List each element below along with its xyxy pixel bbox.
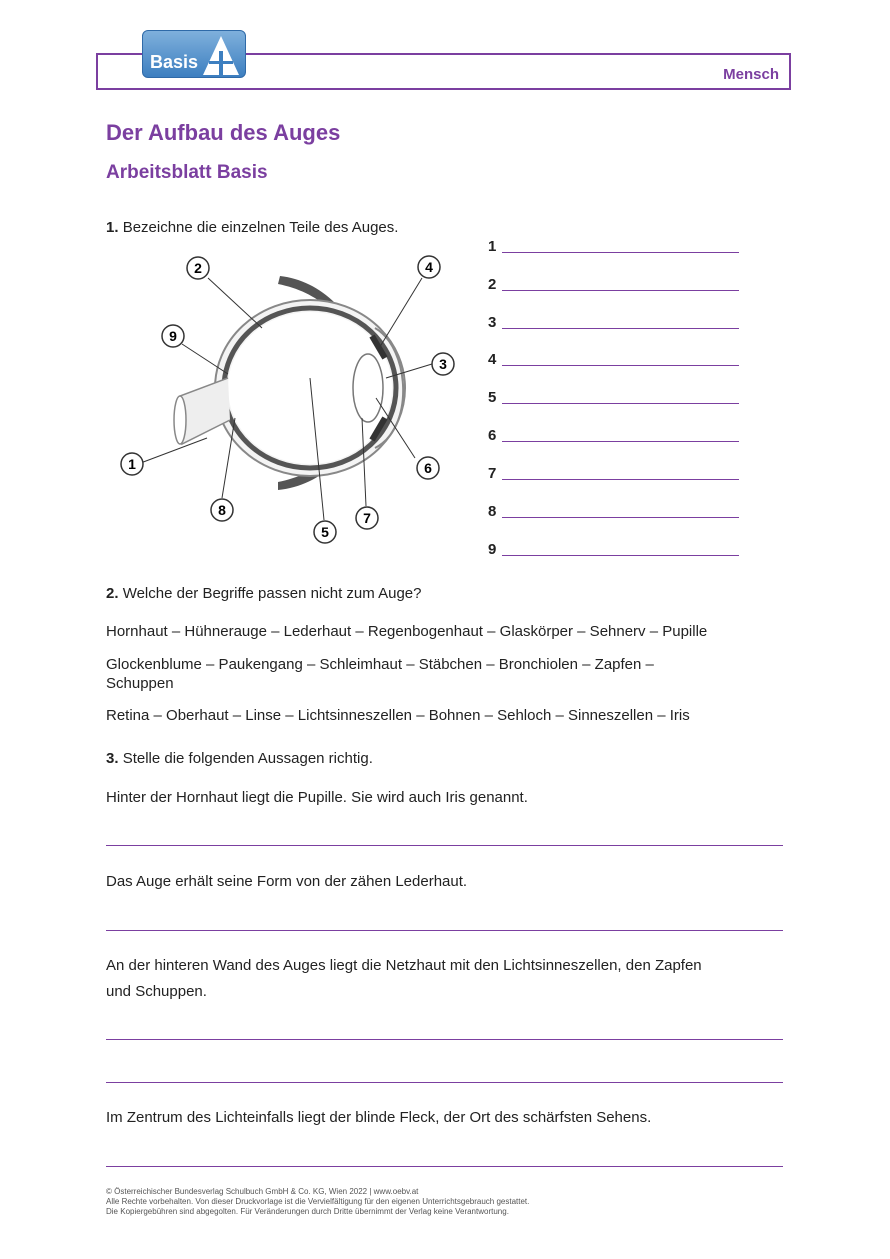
answer-row — [488, 351, 748, 371]
footer-line-1: © Österreichischer Bundesverlag Schulbuch GmbH & Co. KG, Wien 2022 | www.oebv.at — [106, 1187, 419, 1196]
answer-number: 4 — [488, 351, 497, 368]
term-line-3: Retina – Oberhaut – Linse – Lichtsinneszellen – Bohnen – Sehloch – Sinneszellen – Iris — [106, 707, 690, 724]
page-subtitle: Arbeitsblatt Basis — [106, 162, 268, 183]
eye-label-2 — [187, 257, 209, 279]
term-line-2: Glockenblume – Paukengang – Schleimhaut – Stäbchen – Bronchiolen – Zapfen – — [106, 656, 654, 673]
answer-row — [488, 389, 748, 409]
question-1-text: Bezeichne die einzelnen Teile des Auges. — [122, 219, 399, 236]
term-line-2-cont: Schuppen — [106, 675, 174, 692]
answer-number: 8 — [488, 503, 497, 520]
answer-number: 3 — [488, 314, 497, 331]
svg-text:4: 4 — [425, 259, 433, 275]
answer-number: 5 — [488, 389, 497, 406]
answer-line[interactable] — [502, 517, 739, 518]
answer-line[interactable] — [502, 479, 739, 480]
eye-label-8 — [211, 499, 233, 521]
statement-3-cont: und Schuppen. — [106, 983, 207, 1000]
answer-number: 1 — [488, 238, 497, 255]
eye-label-7 — [356, 507, 378, 529]
answer-row — [488, 276, 748, 296]
question-2-number: 2. — [106, 585, 119, 602]
question-3-number: 3. — [106, 750, 119, 767]
answer-row — [488, 541, 748, 561]
eye-label-9 — [162, 325, 184, 347]
statement-1: Hinter der Hornhaut liegt die Pupille. Sie wird auch Iris genannt. — [106, 789, 528, 806]
eye-label-4 — [418, 256, 440, 278]
answer-number: 9 — [488, 541, 497, 558]
svg-text:2: 2 — [194, 260, 202, 276]
answer-number: 7 — [488, 465, 497, 482]
answer-line[interactable] — [502, 365, 739, 366]
statement-4: Im Zentrum des Lichteinfalls liegt der blinde Fleck, der Ort des schärfsten Sehens. — [106, 1109, 652, 1126]
writing-line[interactable] — [106, 930, 783, 931]
answer-line[interactable] — [502, 403, 739, 404]
writing-line[interactable] — [106, 1082, 783, 1083]
statement-3: An der hinteren Wand des Auges liegt die Netzhaut mit den Lichtsinneszellen, den Zapfen — [106, 957, 702, 974]
answer-row — [488, 238, 748, 258]
eye-label-3 — [432, 353, 454, 375]
question-3 — [106, 749, 373, 769]
question-3-text: Stelle die folgenden Aussagen richtig. — [122, 750, 373, 767]
answer-row — [488, 465, 748, 485]
term-line-1: Hornhaut – Hühnerauge – Lederhaut – Regenbogenhaut – Glaskörper – Sehnerv – Pupille — [106, 623, 708, 640]
answer-row — [488, 427, 748, 447]
svg-text:1: 1 — [128, 456, 136, 472]
writing-line[interactable] — [106, 845, 783, 846]
page-title: Der Aufbau des Auges — [106, 120, 341, 145]
answer-line[interactable] — [502, 252, 739, 253]
svg-text:8: 8 — [218, 502, 226, 518]
answer-line[interactable] — [502, 290, 739, 291]
answer-line[interactable] — [502, 555, 739, 556]
footer-line-2: Alle Rechte vorbehalten. Von dieser Druckvorlage ist die Vervielfältigung für den eigenen Unterrichtsgebrauch gestattet. — [106, 1197, 530, 1206]
svg-text:5: 5 — [321, 524, 329, 540]
eye-label-1 — [121, 453, 143, 475]
eye-label-6 — [417, 457, 439, 479]
eye-label-5 — [314, 521, 336, 543]
svg-text:7: 7 — [363, 510, 371, 526]
svg-text:6: 6 — [424, 460, 432, 476]
answer-row — [488, 314, 748, 334]
logo-text: Basis — [150, 52, 199, 72]
answer-row — [488, 503, 748, 523]
answer-number: 2 — [488, 276, 497, 293]
svg-text:9: 9 — [169, 328, 177, 344]
eye-diagram — [110, 248, 470, 548]
basis-logo — [142, 30, 246, 78]
statement-2: Das Auge erhält seine Form von der zähen Lederhaut. — [106, 873, 468, 890]
svg-text:3: 3 — [439, 356, 447, 372]
subject-label: Mensch — [723, 66, 779, 83]
writing-line[interactable] — [106, 1166, 783, 1167]
answer-number: 6 — [488, 427, 497, 444]
footer-line-3: Die Kopiergebühren sind abgegolten. Für Veränderungen durch Dritte übernimmt der Verlag keine Verantwortung. — [106, 1207, 509, 1216]
writing-line[interactable] — [106, 1039, 783, 1040]
question-1-number: 1. — [106, 219, 119, 236]
answer-line[interactable] — [502, 328, 739, 329]
answer-line[interactable] — [502, 441, 739, 442]
question-2-text: Welche der Begriffe passen nicht zum Auge? — [122, 585, 422, 602]
question-1 — [106, 218, 398, 238]
question-2 — [106, 584, 421, 604]
triangle-icon — [201, 33, 241, 77]
